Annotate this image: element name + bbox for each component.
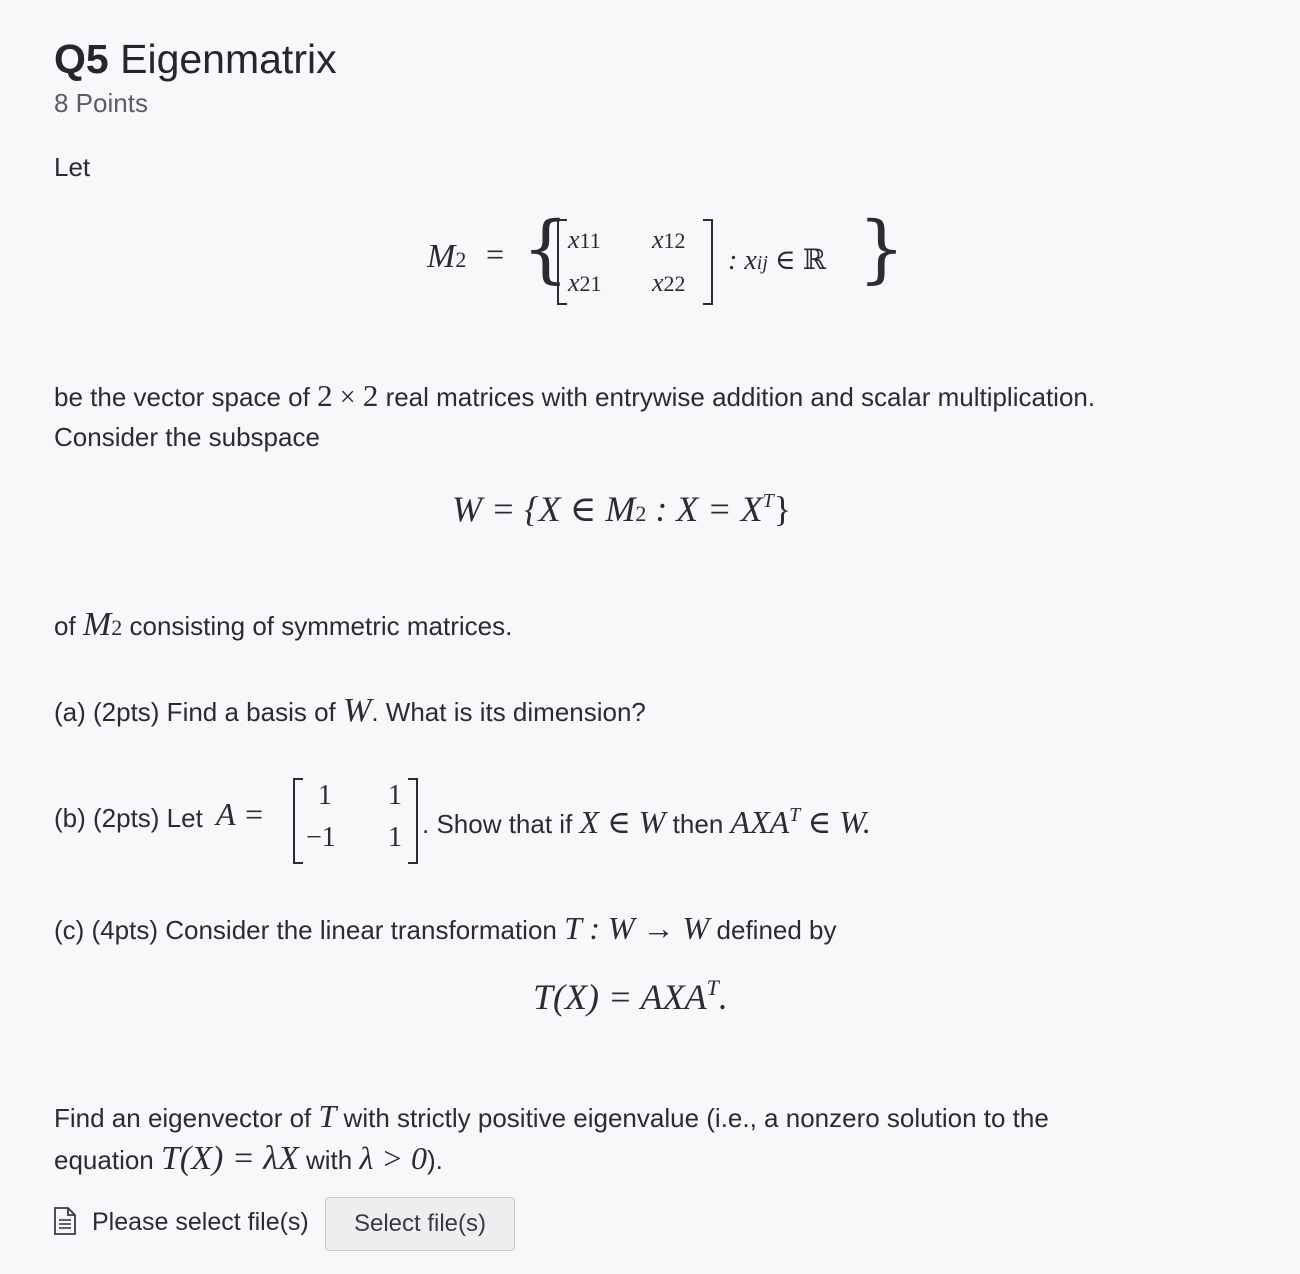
x11: x bbox=[568, 225, 580, 254]
find-text-2: with strictly positive eigenvalue (i.e., a nonzero solution to the bbox=[343, 1103, 1049, 1133]
lambda-condition: λ > 0 bbox=[359, 1140, 427, 1176]
w-set-2: : X = X bbox=[655, 489, 763, 529]
part-c-text-2: defined by bbox=[716, 915, 837, 945]
vs-text-1: be the vector space of bbox=[54, 382, 310, 412]
consisting-text: consisting of symmetric matrices. bbox=[129, 611, 513, 641]
part-a-text-1: (a) (2pts) Find a basis of bbox=[54, 697, 336, 727]
two-b: 2 bbox=[362, 378, 379, 413]
find-line-2 bbox=[54, 1140, 443, 1178]
find-end: ). bbox=[426, 1145, 443, 1175]
consisting-line bbox=[54, 606, 512, 644]
matrix-cell bbox=[568, 225, 601, 255]
part-a-text-2: . What is its dimension? bbox=[371, 697, 646, 727]
xij-condition bbox=[728, 243, 826, 277]
matrix-cell bbox=[652, 268, 686, 298]
question-title-text: Eigenmatrix bbox=[120, 36, 337, 82]
two-a: 2 bbox=[317, 378, 333, 413]
a12: 1 bbox=[388, 780, 402, 811]
with-text: with bbox=[306, 1145, 353, 1175]
a21: −1 bbox=[306, 822, 336, 853]
a-left-bracket bbox=[293, 778, 303, 864]
in-reals: ∈ ℝ bbox=[774, 245, 826, 276]
t-of-x: T(X) = AXA bbox=[533, 977, 707, 1017]
m-letter: M bbox=[427, 238, 456, 275]
eigen-equation: T(X) = λX bbox=[161, 1140, 299, 1177]
part-b-rest bbox=[422, 803, 871, 841]
part-a: (a) (2pts) Find a basis of W. What is its dimension? bbox=[54, 692, 646, 729]
find-text-3: equation bbox=[54, 1145, 154, 1175]
t-definition bbox=[533, 976, 728, 1018]
colon-x: : x bbox=[728, 245, 757, 276]
matrix-cell bbox=[652, 225, 686, 255]
in-w: ∈ W. bbox=[807, 804, 871, 840]
transpose-sup: T bbox=[762, 490, 774, 512]
a11: 1 bbox=[318, 780, 332, 811]
t-def-sup: T bbox=[706, 975, 719, 1000]
matrix-cell bbox=[568, 268, 602, 298]
t-inline: T bbox=[318, 1098, 337, 1134]
a-equals: A = bbox=[216, 796, 265, 832]
equals-sign: = bbox=[486, 236, 505, 272]
find-text-1: Find an eigenvector of bbox=[54, 1103, 312, 1133]
question-points: 8 Points bbox=[54, 88, 148, 118]
x21: x bbox=[568, 268, 580, 297]
x12-sub: 12 bbox=[663, 228, 686, 253]
question-number: Q5 bbox=[54, 36, 109, 82]
m-inline: M bbox=[82, 606, 112, 643]
m-subscript: 2 bbox=[455, 247, 467, 272]
select-files-button[interactable]: Select file(s) bbox=[325, 1197, 515, 1251]
x21-sub: 21 bbox=[579, 271, 602, 296]
a-right-bracket bbox=[408, 778, 418, 864]
ij-sub: ij bbox=[756, 252, 768, 274]
consider-text: Consider the subspace bbox=[54, 422, 320, 452]
a22: 1 bbox=[388, 822, 402, 853]
w-definition: W = {X ∈ M2 : $X = X^T$} bbox=[452, 489, 791, 529]
x22-sub: 22 bbox=[663, 271, 686, 296]
axa: AXA bbox=[730, 804, 790, 840]
w-m-sub: 2 bbox=[635, 501, 647, 526]
x-in-w: X ∈ W bbox=[579, 804, 666, 840]
part-c-text-1: (c) (4pts) Consider the linear transformation bbox=[54, 915, 557, 945]
right-curly: } bbox=[858, 206, 906, 292]
times-sign: × bbox=[339, 382, 356, 413]
upload-label: Please select file(s) bbox=[92, 1208, 309, 1236]
let-text: Let bbox=[54, 152, 91, 182]
vector-space-line bbox=[54, 378, 1095, 414]
x12: x bbox=[652, 225, 664, 254]
of-text: of bbox=[54, 611, 76, 641]
m2-symbol bbox=[427, 238, 466, 276]
part-c bbox=[54, 910, 837, 947]
left-curly: { bbox=[522, 206, 570, 292]
document-icon bbox=[54, 1207, 76, 1235]
t-map: T : W → W bbox=[564, 910, 710, 946]
part-b-text-2: . Show that if bbox=[422, 809, 573, 839]
question-title bbox=[54, 36, 337, 83]
left-bracket bbox=[557, 219, 567, 305]
then-text: then bbox=[672, 809, 724, 839]
m-inline-sub: 2 bbox=[111, 615, 123, 640]
axa-sup: T bbox=[789, 804, 801, 826]
x11-sub: 11 bbox=[579, 228, 601, 253]
vs-text-2: real matrices with entrywise addition and scalar multiplication. bbox=[385, 382, 1096, 412]
x22: x bbox=[652, 268, 664, 297]
find-line-1 bbox=[54, 1098, 1049, 1135]
part-b-label: (b) (2pts) Let bbox=[54, 803, 203, 833]
right-bracket bbox=[703, 219, 713, 305]
t-def-period: . bbox=[718, 977, 728, 1017]
w-set-1: W = {X ∈ M bbox=[452, 489, 636, 529]
